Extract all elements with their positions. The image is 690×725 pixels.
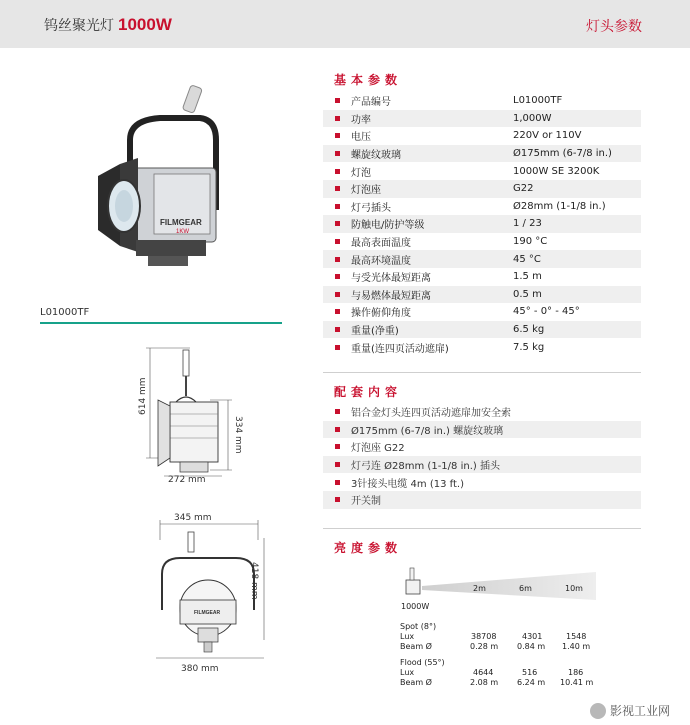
section-divider — [323, 528, 641, 529]
spec-value: Ø175mm (6-7/8 in.) — [513, 148, 612, 160]
brightness-title: 亮度参数 — [334, 541, 403, 555]
spot-beam-label: Beam Ø — [400, 642, 432, 651]
bullet-icon — [335, 116, 340, 121]
accessory-item — [323, 403, 641, 421]
spec-value: 1 / 23 — [513, 218, 542, 230]
distance-6m: 6m — [519, 584, 532, 593]
spec-value: 45 °C — [513, 253, 541, 265]
spec-label: 电压 — [351, 132, 371, 144]
beam-diagram — [400, 560, 600, 605]
spec-label: 螺旋纹玻璃 — [351, 150, 401, 162]
spec-label: 产品编号 — [351, 97, 391, 109]
accessory-text: 灯泡座 G22 — [351, 443, 405, 455]
bullet-icon — [335, 274, 340, 279]
spot-lux-label: Lux — [400, 632, 415, 641]
product-model-caption: L01000TF — [40, 307, 90, 318]
spec-value: 7.5 kg — [513, 341, 545, 353]
spec-row — [323, 215, 641, 233]
accessory-item — [323, 438, 641, 456]
specs-table — [323, 92, 641, 356]
spec-row — [323, 303, 641, 321]
bullet-icon — [335, 444, 340, 449]
spec-label: 灯泡座 — [351, 185, 381, 197]
spec-label: 与易燃体最短距离 — [351, 290, 431, 302]
spec-label: 最高环境温度 — [351, 255, 411, 267]
spot-beam-6m: 0.84 m — [517, 642, 546, 651]
brand-mark: FILMGEAR — [160, 218, 202, 227]
watermark-logo-icon — [590, 703, 606, 719]
side-view-drawing — [130, 340, 260, 490]
spot-label: Spot (8°) — [400, 622, 437, 631]
spot-lux-6m: 4301 — [522, 632, 543, 641]
bullet-icon — [335, 239, 340, 244]
accessory-text: 开关制 — [351, 496, 381, 508]
spec-label: 最高表面温度 — [351, 238, 411, 250]
spec-value: L01000TF — [513, 95, 563, 107]
spec-value: G22 — [513, 183, 534, 195]
spec-value: 1,000W — [513, 112, 552, 124]
bullet-icon — [335, 409, 340, 414]
spec-value: 190 °C — [513, 236, 548, 248]
bullet-icon — [335, 327, 340, 332]
bullet-icon — [335, 169, 340, 174]
bullet-icon — [335, 292, 340, 297]
accessory-text: 3针接头电缆 4m (13 ft.) — [351, 478, 464, 490]
dim-bottom-width: 380 mm — [181, 664, 219, 674]
bullet-icon — [335, 133, 340, 138]
accessory-item — [323, 473, 641, 491]
spec-row — [323, 250, 641, 268]
dim-depth: 272 mm — [168, 475, 206, 485]
bullet-icon — [335, 98, 340, 103]
bullet-icon — [335, 462, 340, 467]
flood-beam-6m: 6.24 m — [517, 678, 546, 687]
flood-beam-10m: 10.41 m — [560, 678, 594, 687]
brand-sub: 1KW — [176, 229, 190, 235]
dim-front-height: 418 mm — [249, 562, 259, 600]
accessories-title: 配套内容 — [334, 385, 403, 399]
spot-beam-2m: 0.28 m — [470, 642, 499, 651]
watermark — [590, 702, 670, 719]
spec-label: 重量(连四页活动遮扉) — [351, 343, 449, 355]
page-title-text: 钨丝聚光灯 — [44, 18, 114, 34]
spec-value: Ø28mm (1-1/8 in.) — [513, 200, 606, 212]
spot-beam-10m: 1.40 m — [562, 642, 591, 651]
bullet-icon — [335, 480, 340, 485]
specs-title: 基本参数 — [334, 73, 403, 87]
distance-2m: 2m — [473, 584, 486, 593]
bullet-icon — [335, 257, 340, 262]
accessory-text: 灯弓连 Ø28mm (1-1/8 in.) 插头 — [351, 461, 500, 473]
flood-lux-2m: 4644 — [473, 668, 494, 677]
spec-row — [323, 180, 641, 198]
spec-label: 防触电/防护等级 — [351, 220, 425, 232]
spec-value: 1.5 m — [513, 271, 542, 283]
page-header — [0, 0, 690, 48]
spot-lux-2m: 38708 — [471, 632, 497, 641]
accessory-item — [323, 421, 641, 439]
bullet-icon — [335, 497, 340, 502]
accessories-list — [323, 403, 641, 509]
dim-body-height: 334 mm — [233, 416, 243, 454]
caption-rule — [40, 322, 282, 324]
lamp-label: 1000W — [401, 602, 430, 611]
page-title — [44, 15, 172, 35]
flood-lux-10m: 186 — [568, 668, 584, 677]
flood-beam-label: Beam Ø — [400, 678, 432, 687]
spec-value: 0.5 m — [513, 288, 542, 300]
bullet-icon — [335, 221, 340, 226]
flood-label: Flood (55°) — [400, 658, 445, 667]
spec-label: 灯泡 — [351, 167, 371, 179]
accessory-item — [323, 491, 641, 509]
section-divider — [323, 372, 641, 373]
bullet-icon — [335, 151, 340, 156]
section-label: 灯头参数 — [586, 19, 642, 35]
spec-value: 45° - 0° - 45° — [513, 306, 580, 318]
bullet-icon — [335, 345, 340, 350]
spec-row — [323, 110, 641, 128]
spec-label: 操作俯仰角度 — [351, 308, 411, 320]
spec-label: 功率 — [351, 114, 371, 126]
flood-lux-label: Lux — [400, 668, 415, 677]
spec-row — [323, 321, 641, 339]
spec-row — [323, 268, 641, 286]
spec-row — [323, 286, 641, 304]
spec-value: 220V or 110V — [513, 130, 582, 142]
product-photo — [90, 80, 230, 280]
spot-lux-10m: 1548 — [566, 632, 587, 641]
accessory-text: Ø175mm (6-7/8 in.) 螺旋纹玻璃 — [351, 425, 504, 437]
dim-total-height: 614 mm — [138, 377, 148, 415]
bullet-icon — [335, 309, 340, 314]
flood-lux-6m: 516 — [522, 668, 538, 677]
spec-row — [323, 233, 641, 251]
drawing-brand: FILMGEAR — [194, 610, 221, 616]
spec-label: 重量(净重) — [351, 326, 399, 338]
spec-label: 灯弓插头 — [351, 202, 391, 214]
spec-value: 1000W SE 3200K — [513, 165, 600, 177]
page-title-power: 1000W — [118, 15, 172, 34]
spec-row — [323, 338, 641, 356]
flood-beam-2m: 2.08 m — [470, 678, 499, 687]
spec-row — [323, 145, 641, 163]
spec-row — [323, 92, 641, 110]
accessory-item — [323, 456, 641, 474]
spec-row — [323, 198, 641, 216]
spec-value: 6.5 kg — [513, 324, 545, 336]
spec-row — [323, 162, 641, 180]
bullet-icon — [335, 427, 340, 432]
dim-top-width: 345 mm — [174, 513, 212, 523]
spec-label: 与受光体最短距离 — [351, 273, 431, 285]
spec-row — [323, 127, 641, 145]
bullet-icon — [335, 186, 340, 191]
bullet-icon — [335, 204, 340, 209]
accessory-text: 铝合金灯头连四页活动遮扉加安全索 — [351, 408, 511, 420]
distance-10m: 10m — [565, 584, 583, 593]
watermark-text: 影视工业网 — [609, 704, 670, 718]
